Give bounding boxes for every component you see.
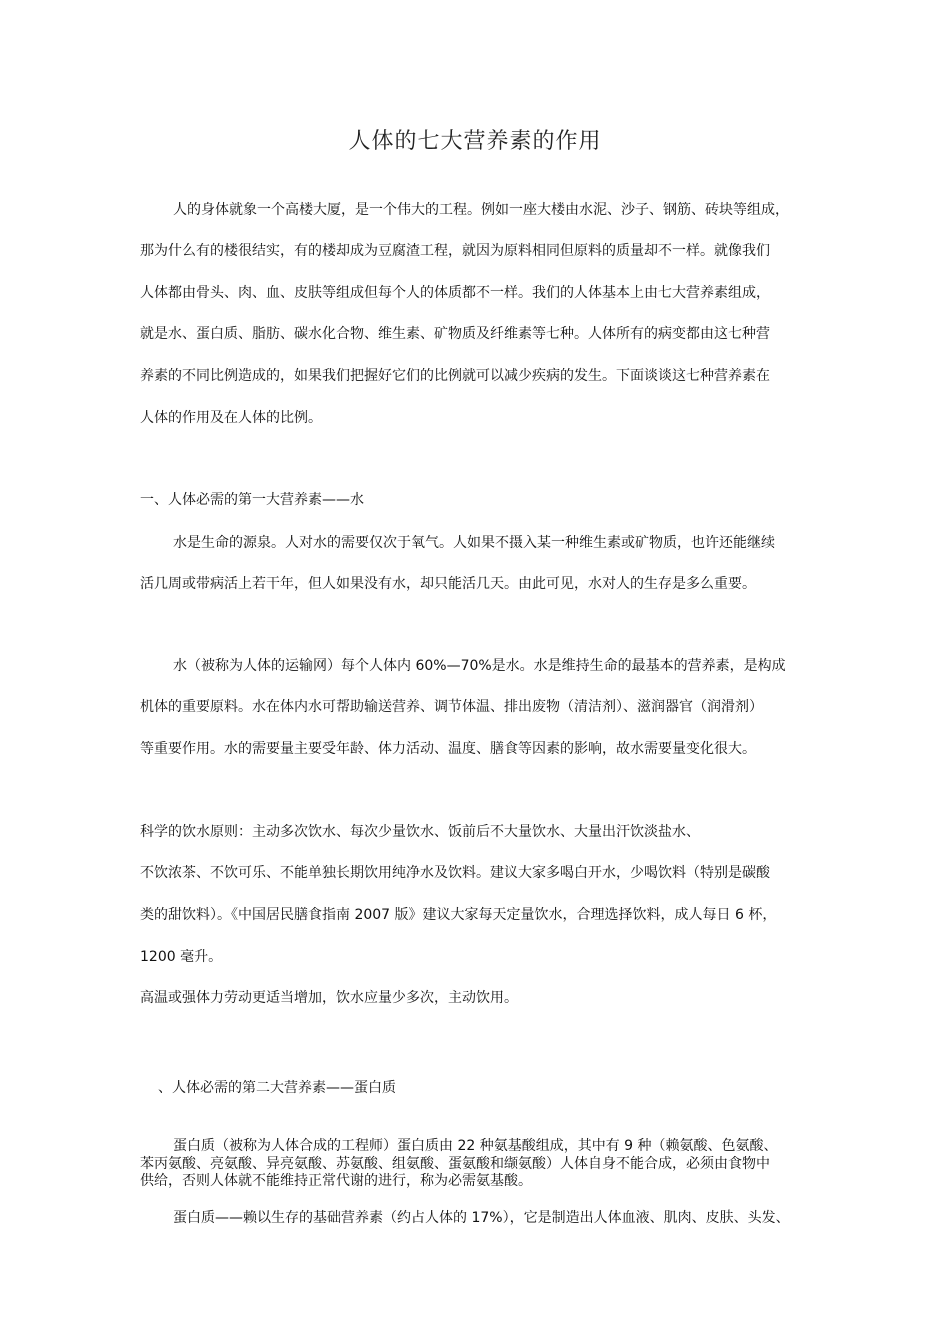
paragraph-line: 人体都由骨头、肉、血、皮肤等组成但每个人的体质都不一样。我们的人体基本上由七大营养素组成， [140,285,770,301]
paragraph-line: 不饮浓茶、不饮可乐、不能单独长期饮用纯净水及饮料。建议大家多喝白开水，少喝饮料（特别是碳酸 [140,865,770,881]
paragraph-line: 科学的饮水原则：主动多次饮水、每次少量饮水、饭前后不大量饮水、大量出汗饮淡盐水、 [140,824,700,840]
section-heading-water: 一、人体必需的第一大营养素——水 [140,492,364,508]
paragraph-line: 养素的不同比例造成的，如果我们把握好它们的比例就可以减少疾病的发生。下面谈谈这七种营养素在 [140,368,770,384]
paragraph-line: 蛋白质（被称为人体合成的工程师）蛋白质由 22 种氨基酸组成，其中有 9 种（赖氨酸、色氨酸、 [173,1138,778,1154]
paragraph-line: 机体的重要原料。水在体内水可帮助输送营养、调节体温、排出废物（清洁剂）、滋润器官（润滑剂） [140,699,763,715]
paragraph-line: 供给，否则人体就不能维持正常代谢的进行，称为必需氨基酸。 [140,1173,532,1189]
paragraph-line: 那为什么有的楼很结实，有的楼却成为豆腐渣工程，就因为原料相同但原料的质量却不一样。就像我们 [140,243,770,259]
paragraph-line: 蛋白质——赖以生存的基础营养素（约占人体的 17%），它是制造出人体血液、肌肉、皮肤、头发、 [173,1210,790,1226]
document-title: 人体的七大营养素的作用 [348,129,602,154]
paragraph-line: 类的甜饮料）。《中国居民膳食指南 2007 版》建议大家每天定量饮水，合理选择饮料，成人每日 6 杯， [140,907,777,923]
paragraph-line: 苯丙氨酸、亮氨酸、异亮氨酸、苏氨酸、组氨酸、蛋氨酸和缬氨酸）人体自身不能合成，必须由食物中 [140,1156,770,1172]
paragraph-line: 等重要作用。水的需要量主要受年龄、体力活动、温度、膳食等因素的影响，故水需要量变化很大。 [140,741,756,757]
paragraph-line: 高温或强体力劳动更适当增加，饮水应量少多次，主动饮用。 [140,990,518,1006]
paragraph-line: 1200 毫升。 [140,949,223,965]
paragraph-line: 人体的作用及在人体的比例。 [140,410,322,426]
paragraph-line: 活几周或带病活上若干年，但人如果没有水，却只能活几天。由此可见，水对人的生存是多么重要。 [140,576,756,592]
section-heading-protein: 、人体必需的第二大营养素——蛋白质 [158,1080,396,1096]
paragraph-line: 水（被称为人体的运输网）每个人体内 60%—70%是水。水是维持生命的最基本的营养素，是构成 [173,658,786,674]
paragraph-line: 水是生命的源泉。人对水的需要仅次于氧气。人如果不摄入某一种维生素或矿物质，也许还能继续 [173,535,775,551]
paragraph-line: 就是水、蛋白质、脂肪、碳水化合物、维生素、矿物质及纤维素等七种。人体所有的病变都由这七种营 [140,326,770,342]
paragraph-line: 人的身体就象一个高楼大厦，是一个伟大的工程。例如一座大楼由水泥、沙子、钢筋、砖块等组成， [173,202,789,218]
